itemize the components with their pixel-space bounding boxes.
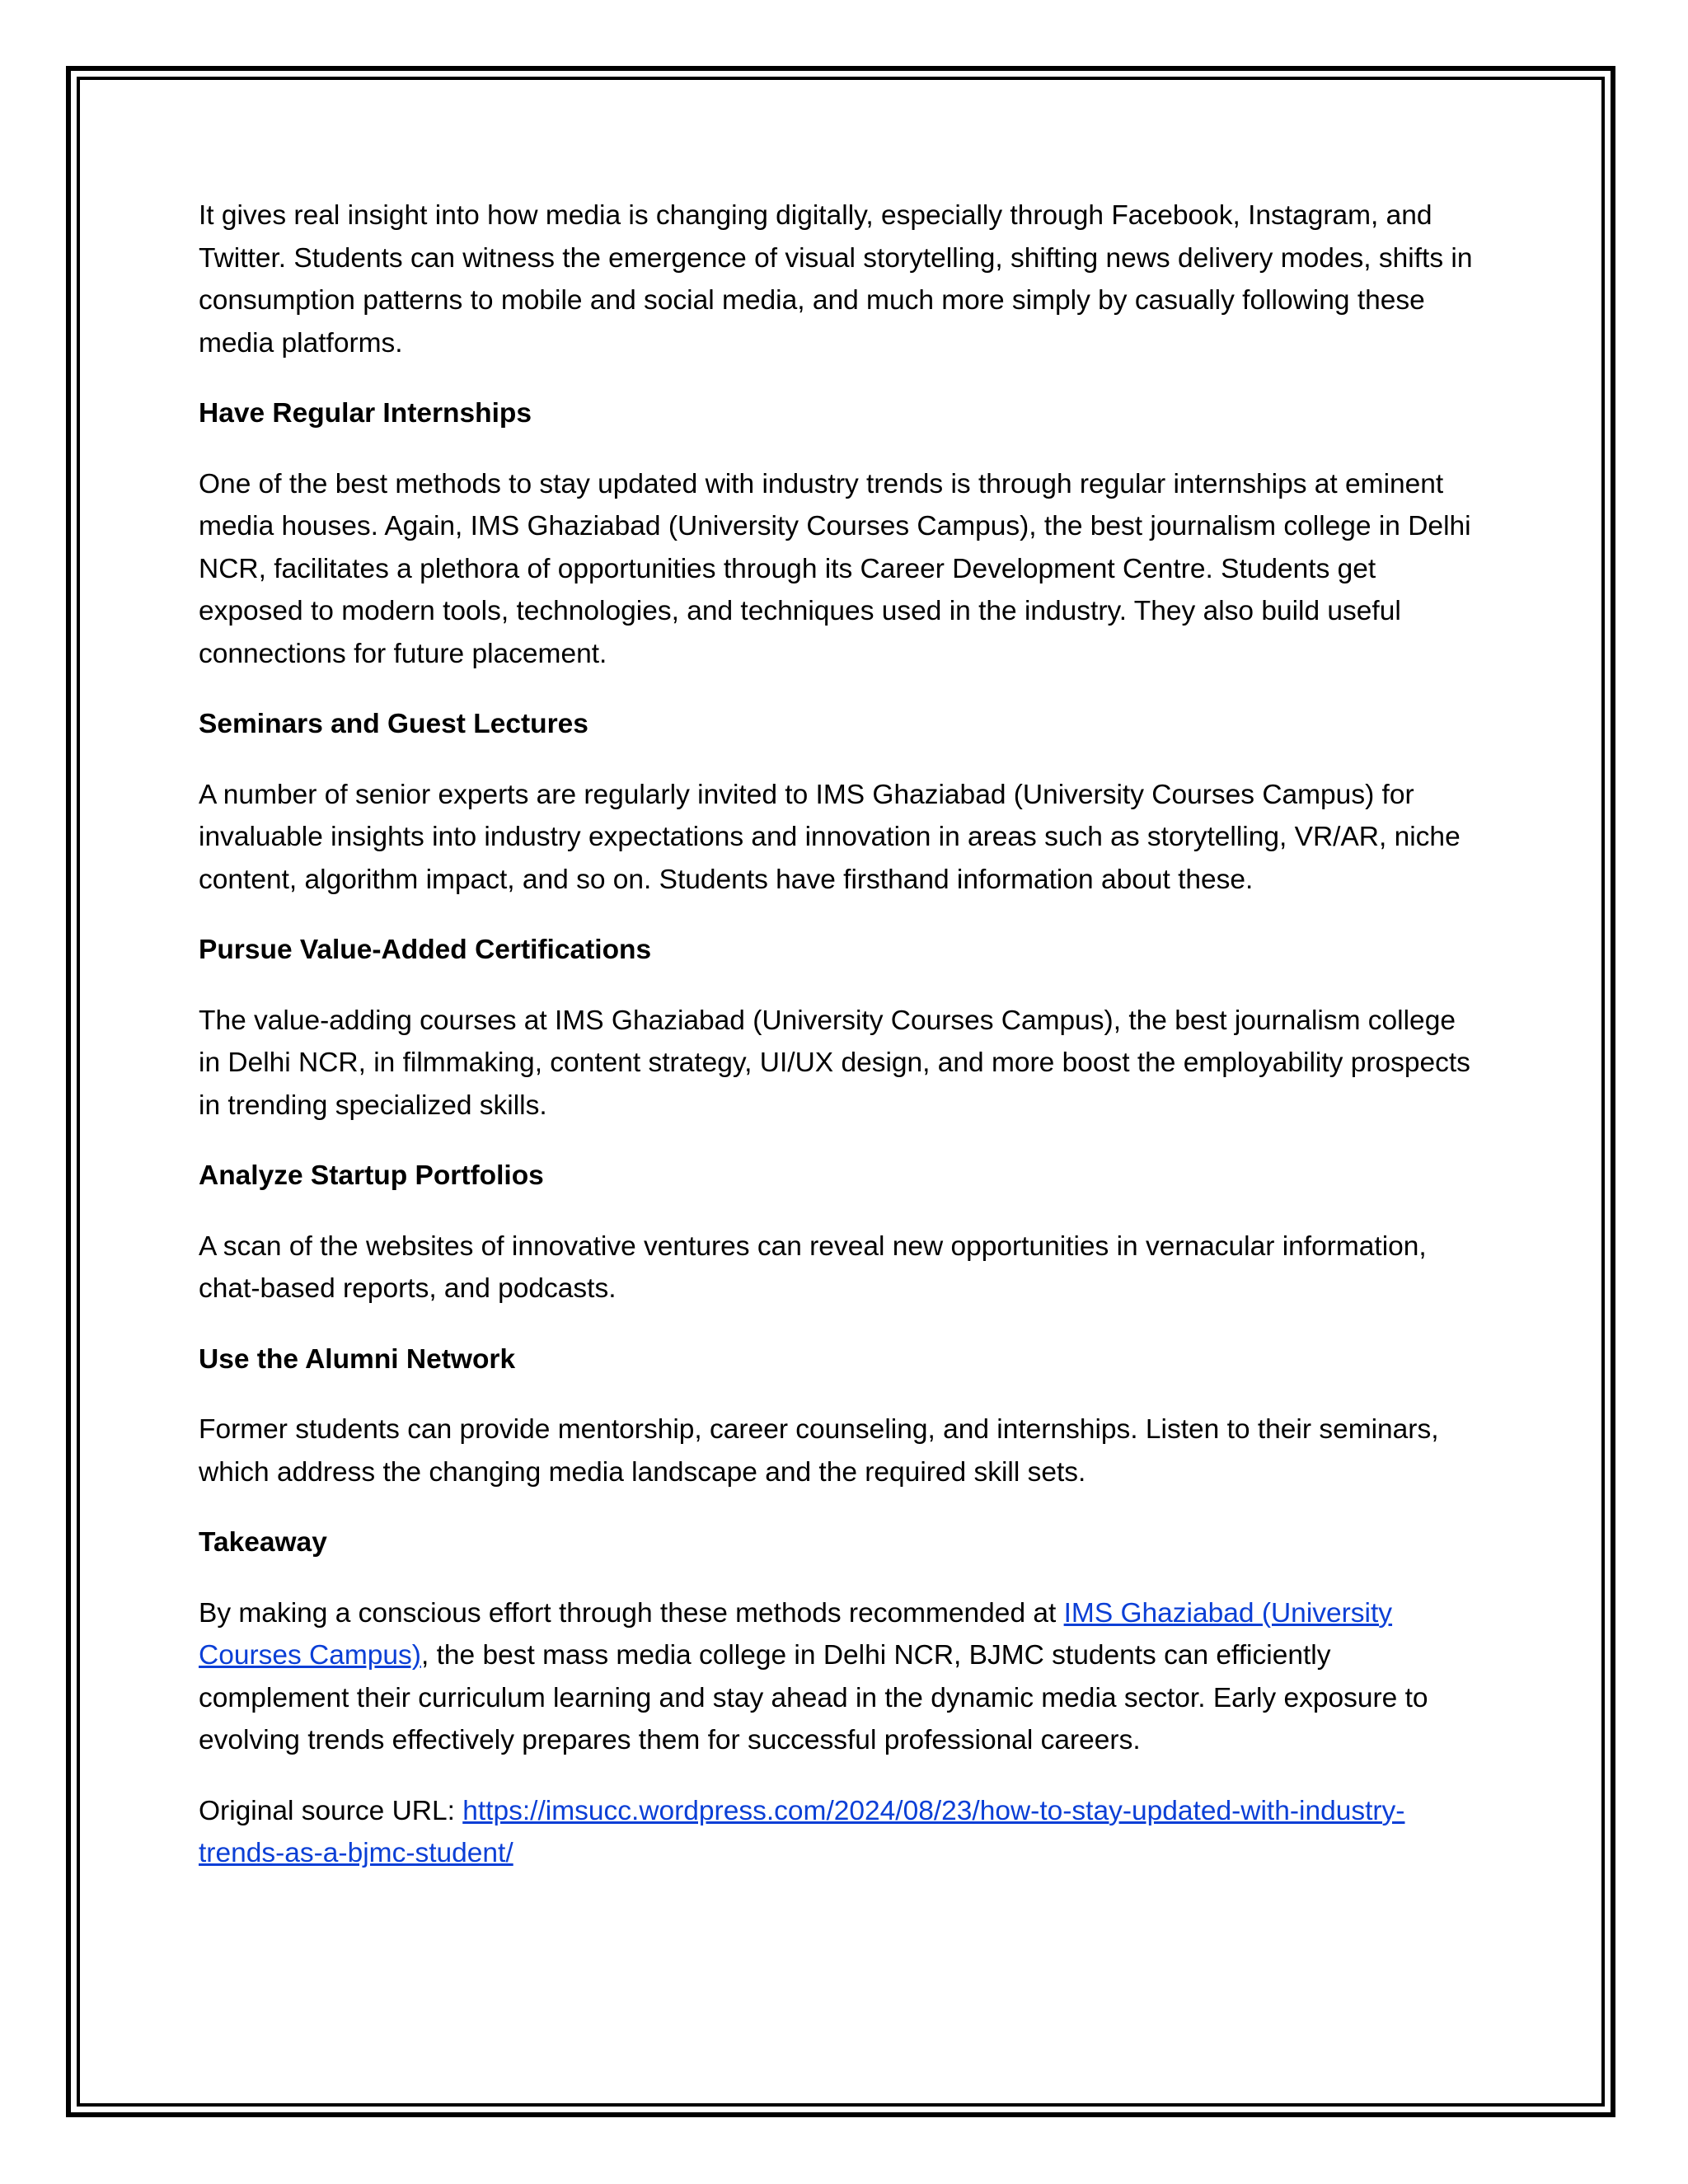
intro-paragraph: It gives real insight into how media is changing digitally, especially through Facebook, Instagram, and Twitter. Students can witness the emergence of visual storytelling, shifting news delivery modes, shifts in consumption patterns to mobile and social media, and much more simply by casually following these media platforms. [199,200,1473,359]
ims-ghaziabad-link[interactable]: IMS Ghaziabad (University Courses Campus) [199,1597,1393,1671]
source-paragraph [199,1790,1484,1875]
heading-internships: Have Regular Internships [199,398,532,429]
heading-seminars: Seminars and Guest Lectures [199,709,588,739]
heading-certifications: Pursue Value-Added Certifications [199,935,652,965]
heading-takeaway: Takeaway [199,1527,327,1558]
internships-paragraph: One of the best methods to stay updated with industry trends is through regular internships at eminent media houses. Again, IMS Ghaziabad (University Courses Campus), the best journalism college in Delhi NCR, facilitates a plethora of opportunities through its Career Development Centre. Students get exposed to modern tools, technologies, and techniques used in the industry. They also build useful connections for future placement. [199,468,1471,669]
takeaway-text-before: By making a conscious effort through these methods recommended at [199,1597,1064,1629]
alumni-network-paragraph: Former students can provide mentorship, career counseling, and internships. Listen to their seminars, which address the changing media landscape and the required skill sets. [199,1414,1439,1488]
certifications-paragraph: The value-adding courses at IMS Ghaziabad (University Courses Campus), the best journalism college in Delhi NCR, in filmmaking, content strategy, UI/UX design, and more boost the employability prospects in trending specialized skills. [199,1005,1470,1121]
seminars-paragraph: A number of senior experts are regularly invited to IMS Ghaziabad (University Courses Campus) for invaluable insights into industry expectations and innovation in areas such as storytelling, VR/AR, niche content, algorithm impact, and so on. Students have firsthand information about these. [199,779,1461,895]
source-url-link[interactable]: https://imsucc.wordpress.com/2024/08/23/how-to-stay-updated-with-industry-trends-as-a-bjmc-student/ [199,1795,1405,1868]
document-body [199,194,1484,1903]
startup-portfolios-paragraph: A scan of the websites of innovative ventures can reveal new opportunities in vernacular information, chat-based reports, and podcasts. [199,1230,1427,1304]
takeaway-text-after: , the best mass media college in Delhi NCR, BJMC students can efficiently complement their curriculum learning and stay ahead in the dynamic media sector. Early exposure to evolving trends effectively prepares them for successful professional careers. [199,1640,1428,1755]
source-label: Original source URL: [199,1795,463,1826]
heading-alumni-network: Use the Alumni Network [199,1343,516,1375]
heading-startup-portfolios: Analyze Startup Portfolios [199,1160,544,1191]
takeaway-paragraph [199,1592,1484,1762]
